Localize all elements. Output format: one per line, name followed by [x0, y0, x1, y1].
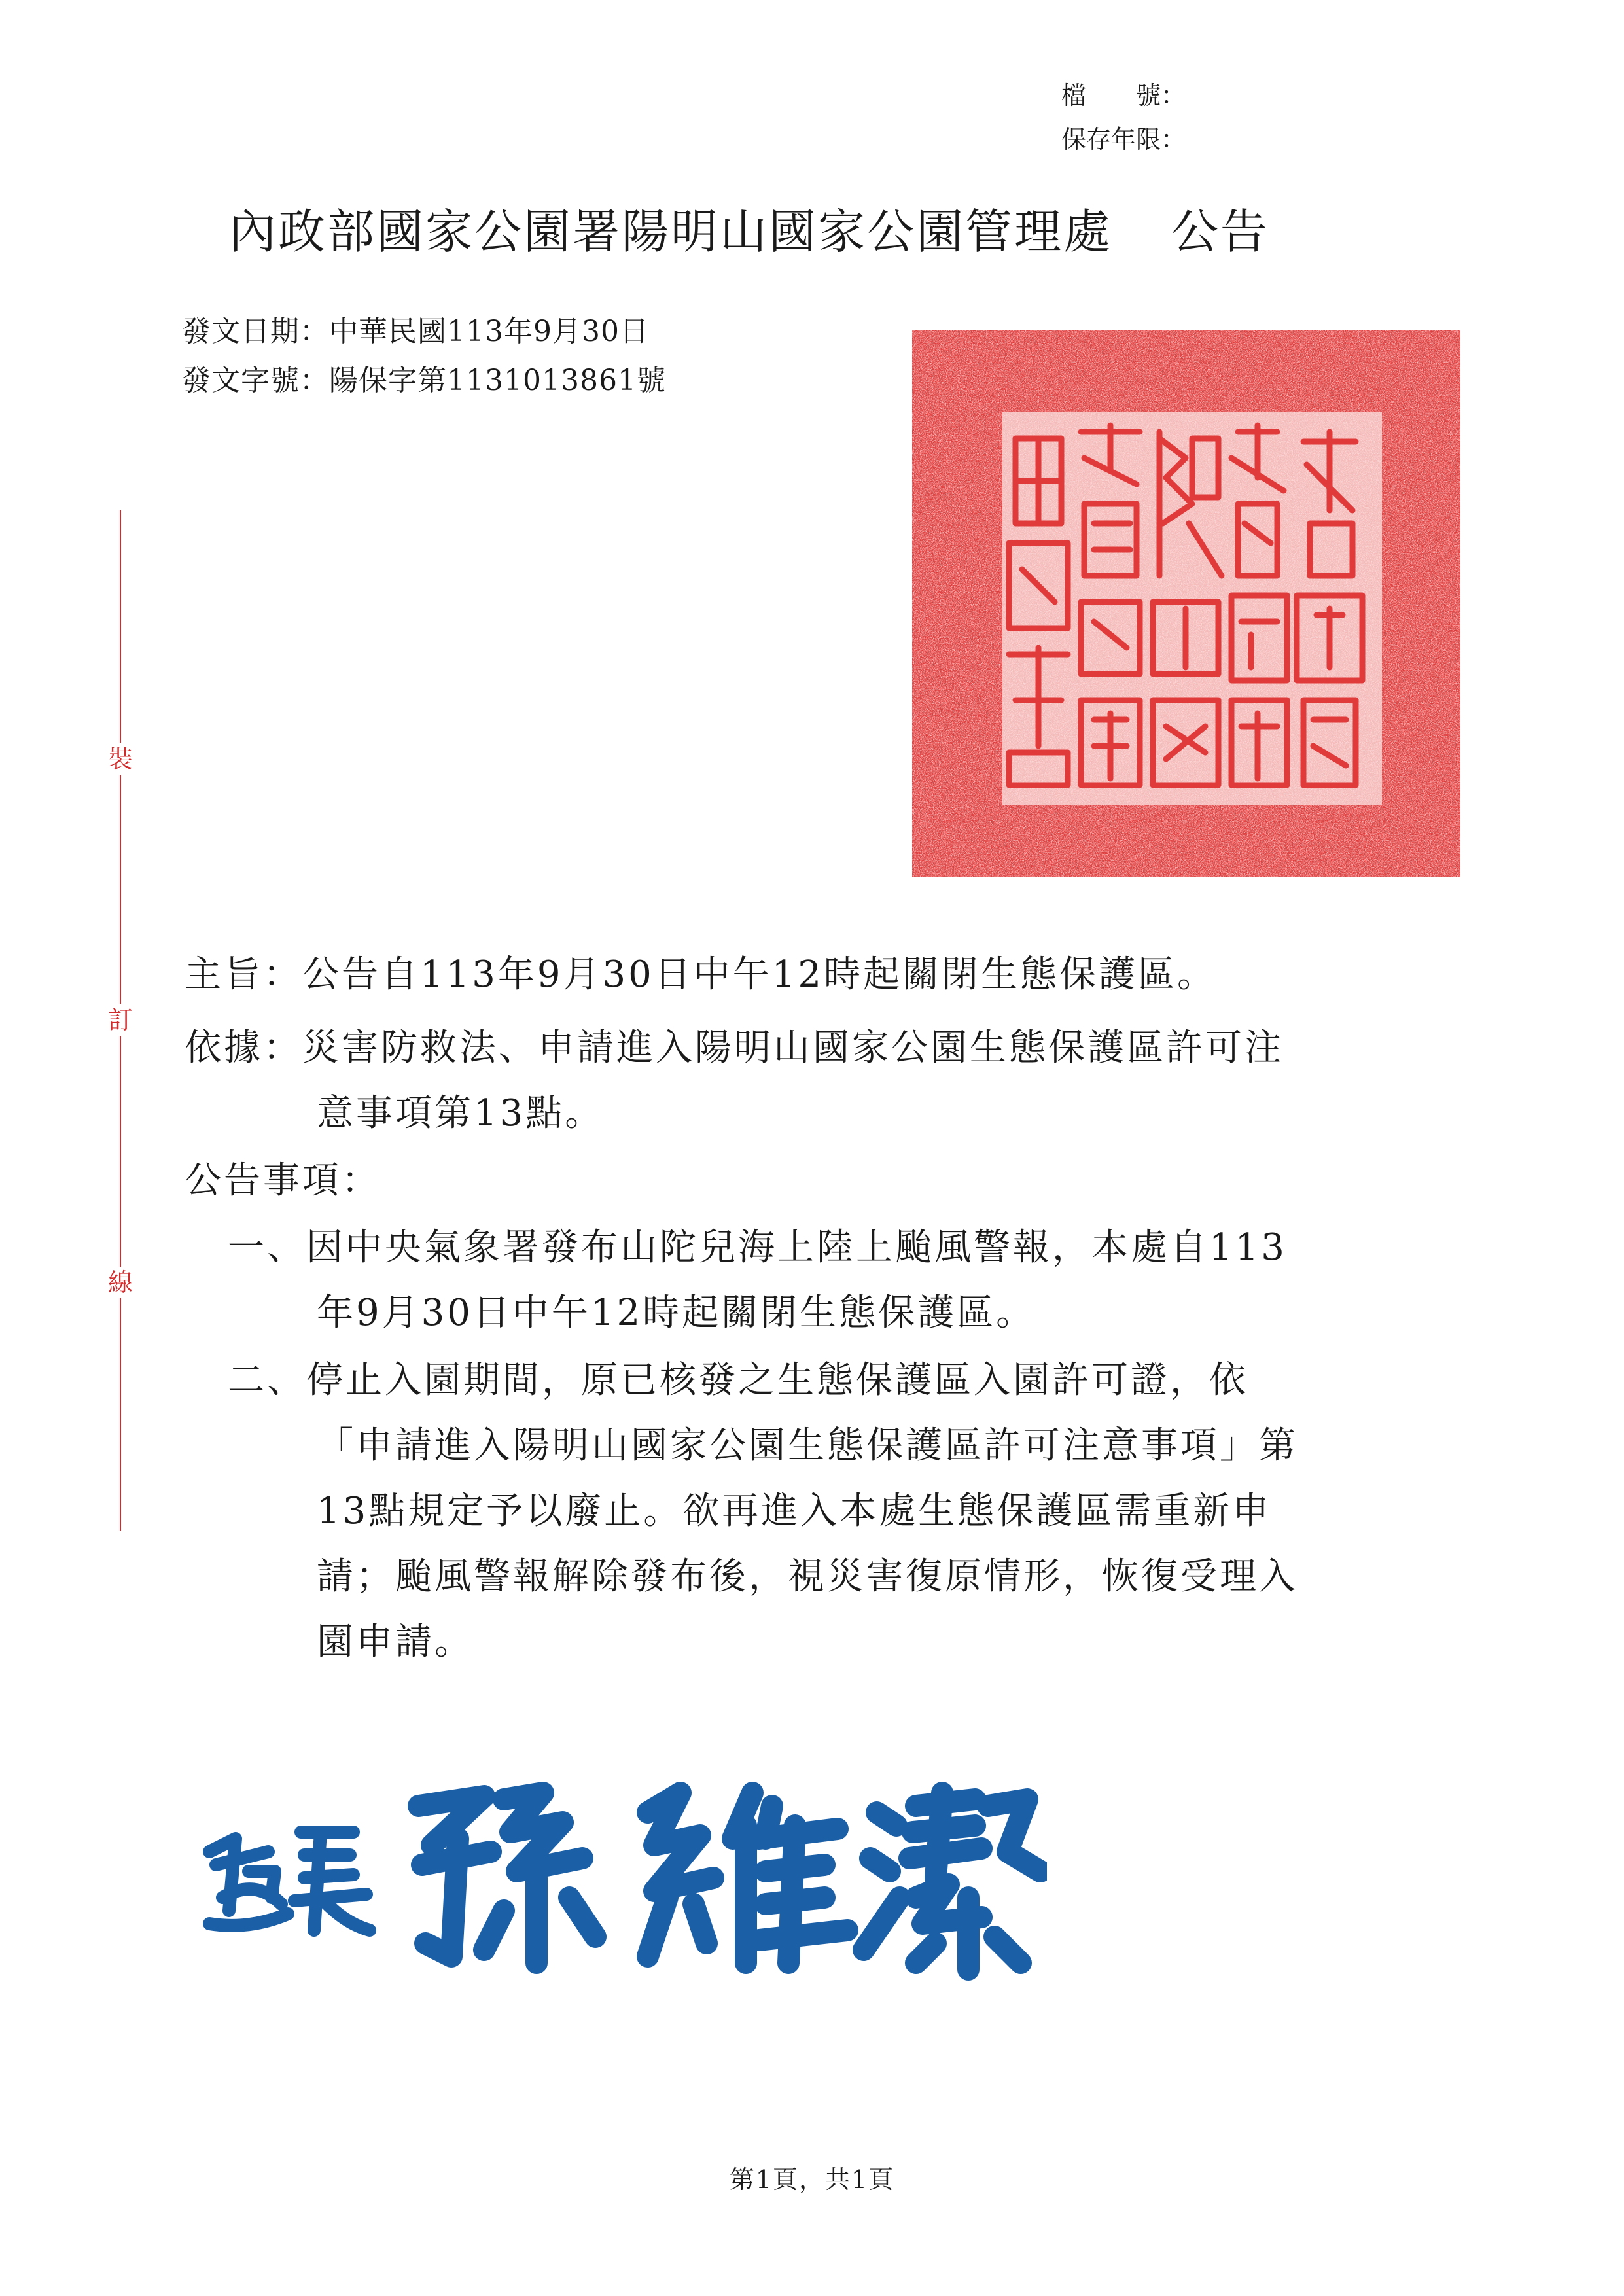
- subject-line: [185, 952, 1216, 998]
- file-number-row: [1061, 75, 1190, 111]
- binding-mark-ding: 訂: [105, 1004, 136, 1036]
- binding-mark-zhuang: 裝: [105, 743, 136, 775]
- item-1-line-1: [228, 1225, 1287, 1271]
- item-1-label: 一、: [228, 1226, 306, 1269]
- items-heading: 公告事項：: [185, 1159, 381, 1202]
- basis-line-2: 意事項第13點。: [317, 1092, 605, 1135]
- item-2-line-4: 請；颱風警報解除發布後，視災害復原情形，恢復受理入: [317, 1555, 1298, 1598]
- item-2-text-1: 停止入園期間，原已核發之生態保護區入園許可證，依: [306, 1359, 1248, 1402]
- signature-strokes: [209, 1793, 1040, 1969]
- document-type: 公告: [1171, 204, 1270, 259]
- reference-number-value: 陽保字第1131013861號: [329, 364, 666, 397]
- item-2-line-2: 「申請進入陽明山國家公園生態保護區許可注意事項」第: [317, 1424, 1298, 1467]
- document-title: [229, 194, 1407, 262]
- issue-date: [182, 308, 649, 349]
- director-signature: [196, 1767, 1047, 1983]
- retention-period-row: [1061, 119, 1190, 155]
- official-seal: [911, 327, 1467, 883]
- reference-number: [182, 357, 666, 398]
- subject-text: 公告自113年9月30日中午12時起關閉生態保護區。: [302, 953, 1217, 996]
- item-1-line-2: 年9月30日中午12時起關閉生態保護區。: [317, 1292, 1036, 1334]
- item-1-text-1: 因中央氣象署發布山陀兒海上陸上颱風警報，本處自113: [306, 1226, 1287, 1269]
- file-number-label: 檔 號：: [1061, 81, 1186, 110]
- issue-date-label: 發文日期：: [182, 315, 329, 348]
- issue-date-value: 中華民國113年9月30日: [329, 315, 649, 348]
- reference-number-label: 發文字號：: [182, 364, 329, 397]
- basis-text-1: 災害防救法、申請進入陽明山國家公園生態保護區許可注: [302, 1027, 1284, 1069]
- item-2-line-3: 13點規定予以廢止。欲再進入本處生態保護區需重新申: [317, 1490, 1272, 1532]
- page-indicator: 第1頁，共1頁: [729, 2165, 895, 2194]
- retention-period-label: 保存年限：: [1061, 125, 1186, 154]
- subject-label: 主旨：: [185, 953, 302, 996]
- item-2-line-5: 園申請。: [317, 1621, 474, 1663]
- item-2-label: 二、: [228, 1359, 306, 1402]
- basis-label: 依據：: [185, 1027, 302, 1069]
- item-2-line-1: [228, 1358, 1248, 1404]
- agency-name: 內政部國家公園署陽明山國家公園管理處: [229, 204, 1113, 259]
- binding-mark-xian: 線: [105, 1267, 136, 1298]
- basis-line-1: [185, 1025, 1284, 1071]
